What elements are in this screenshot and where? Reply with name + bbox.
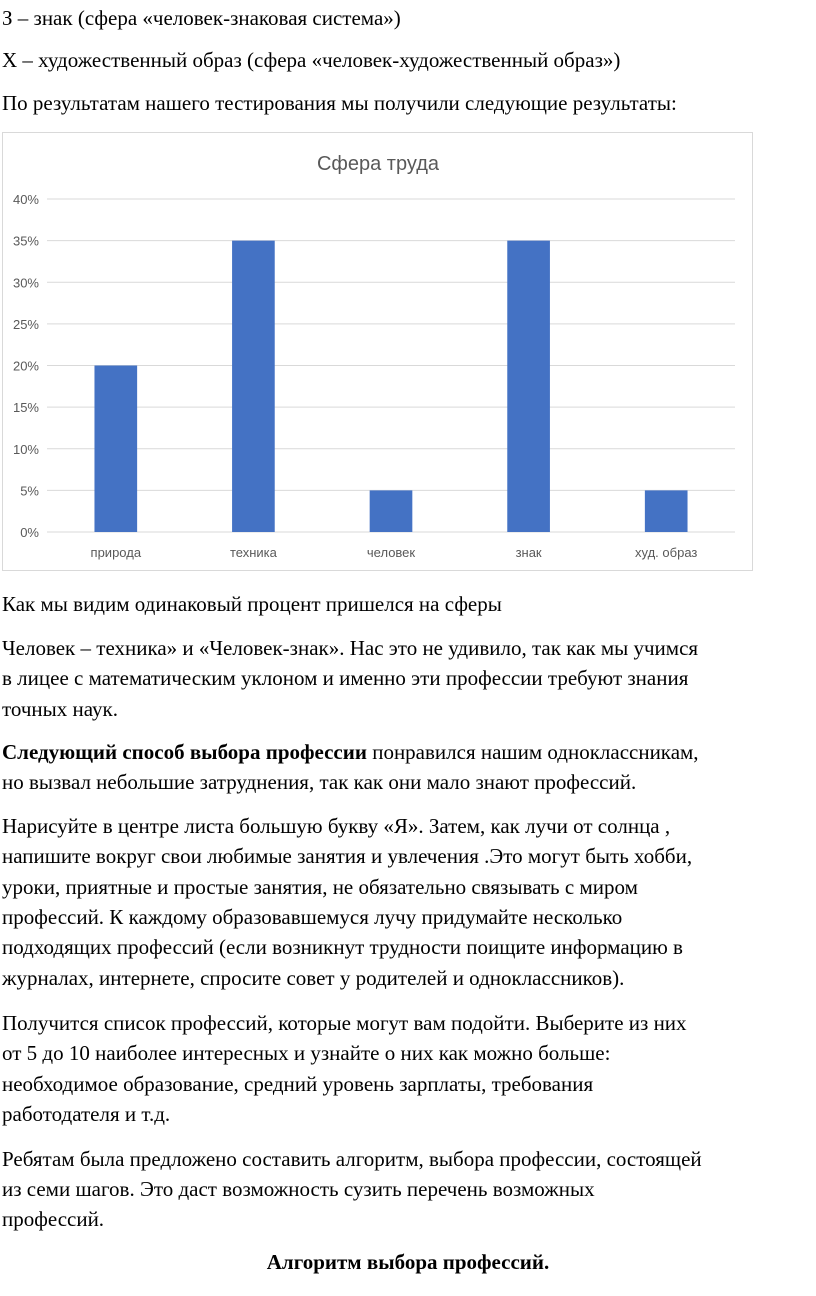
y-tick-label: 40% — [12, 192, 39, 207]
intro-line-znak: З – знак (сфера «человек-знаковая система») — [2, 6, 401, 30]
paragraph-conclusion-line-3: точных наук. — [2, 697, 118, 721]
y-tick-label: 10% — [12, 441, 39, 457]
y-tick-label: 25% — [12, 316, 39, 332]
paragraph-list-line-3: необходимое образование, средний уровень зарплаты, требования — [2, 1072, 594, 1096]
bar-4 — [507, 241, 550, 532]
paragraph-algorithm-line-2: из семи шагов. Это даст возможность сузить перечень возможных — [2, 1177, 595, 1201]
paragraph-list-line-1: Получится список профессий, которые могут вам подойти. Выберите из них — [2, 1011, 687, 1035]
bar-2 — [232, 241, 275, 532]
paragraph-method-line-2: но вызвал небольшие затруднения, так как они мало знают профессий. — [2, 770, 637, 794]
paragraph-instructions-line-4: профессий. К каждому образовавшемуся лучу придумайте несколько — [2, 905, 623, 929]
method-heading-bold: Следующий способ выбора профессии — [2, 740, 367, 764]
bar-chart — [2, 132, 753, 571]
bar-chart-svg — [3, 133, 754, 572]
paragraph-instructions-line-6: журналах, интернете, спросите совет у родителей и одноклассников). — [2, 966, 625, 990]
x-tick-label: человек — [366, 545, 416, 560]
x-tick-label: худ. образ — [635, 545, 698, 560]
section-heading-text: Алгоритм выбора профессий. — [266, 1250, 550, 1274]
intro-line-results: По результатам нашего тестирования мы получили следующие результаты: — [2, 91, 677, 115]
bar-5 — [645, 490, 688, 532]
paragraph-instructions-line-5: подходящих профессий (если возникнут трудности поищите информацию в — [2, 935, 683, 959]
y-tick-label: 20% — [12, 358, 39, 374]
paragraph-instructions-line-2: напишите вокруг свои любимые занятия и увлечения .Это могут быть хобби, — [2, 844, 693, 868]
paragraph-instructions-line-1: Нарисуйте в центре листа большую букву «Я». Затем, как лучи от солнца , — [2, 814, 671, 838]
paragraph-algorithm-line-1: Ребятам была предложено составить алгоритм, выбора профессии, состоящей — [2, 1147, 702, 1171]
paragraph-equal-percent: Как мы видим одинаковый процент пришелся на сферы — [2, 592, 502, 616]
paragraph-algorithm-line-3: профессий. — [2, 1207, 105, 1231]
y-tick-label: 35% — [12, 233, 39, 249]
paragraph-conclusion-line-1: Человек – техника» и «Человек-знак». Нас это не удивило, так как мы учимся — [2, 636, 699, 660]
paragraph-list-line-4: работодателя и т.д. — [2, 1102, 171, 1126]
y-tick-label: 0% — [20, 525, 39, 540]
section-heading — [2, 1248, 814, 1277]
method-line-1-rest: понравился нашим одноклассникам, — [366, 740, 699, 764]
paragraph-list-line-2: от 5 до 10 наиболее интересных и узнайте о них как можно больше: — [2, 1041, 611, 1065]
paragraph-conclusion-line-2: в лицее с математическим уклоном и именно эти профессии требуют знания — [2, 666, 689, 690]
paragraph-method-line-1 — [2, 738, 814, 767]
x-tick-label: природа — [90, 545, 142, 560]
bar-3 — [370, 490, 413, 532]
bar-1 — [94, 366, 137, 533]
x-tick-label: знак — [515, 545, 542, 560]
paragraph-instructions-line-3: уроки, приятные и простые занятия, не обязательно связывать с миром — [2, 875, 638, 899]
y-tick-label: 30% — [12, 275, 39, 291]
x-tick-label: техника — [229, 545, 277, 560]
chart-title: Сфера труда — [316, 153, 440, 175]
y-tick-label: 5% — [20, 483, 39, 499]
y-tick-label: 15% — [12, 400, 39, 416]
intro-line-obraz: Х – художественный образ (сфера «человек-художественный образ») — [2, 48, 621, 72]
